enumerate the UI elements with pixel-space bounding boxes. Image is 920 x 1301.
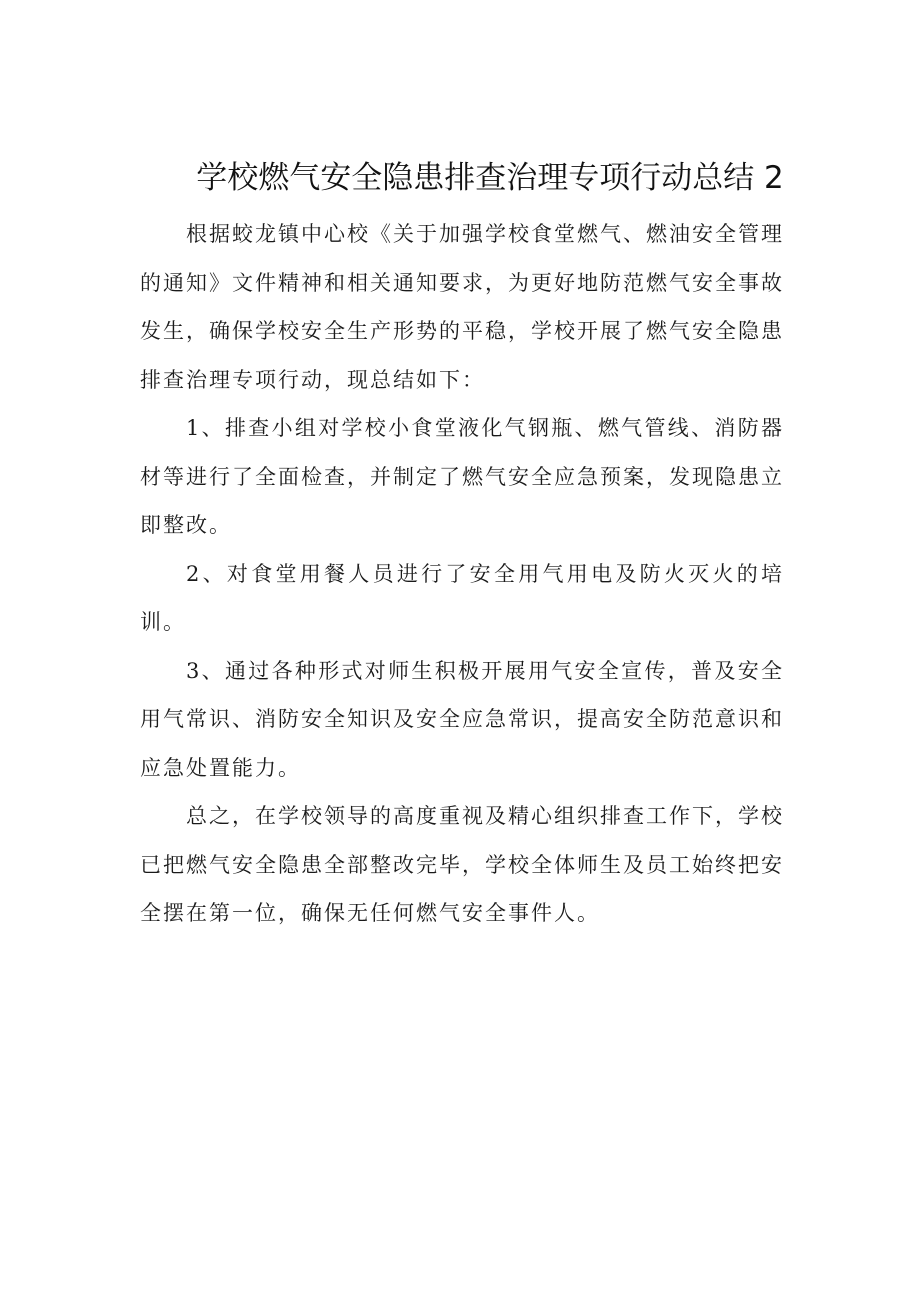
paragraph-item-2: 2、对食堂用餐人员进行了安全用气用电及防火灭火的培训。 — [140, 561, 784, 634]
document-title: 学校燃气安全隐患排查治理专项行动总结 2 — [196, 160, 784, 196]
document-body — [140, 210, 784, 938]
paragraph-intro: 根据蛟龙镇中心校《关于加强学校食堂燃气、燃油安全管理的通知》文件精神和相关通知要求，为更好地防范燃气安全事故发生，确保学校安全生产形势的平稳，学校开展了燃气安全隐患排查治理专项行动，现总结如下： — [140, 222, 784, 392]
paragraph-item-1: 1、排查小组对学校小食堂液化气钢瓶、燃气管线、消防器材等进行了全面检查，并制定了燃气安全应急预案，发现隐患立即整改。 — [140, 416, 784, 537]
paragraph-item-3: 3、通过各种形式对师生积极开展用气安全宣传，普及安全用气常识、消防安全知识及安全应急常识，提高安全防范意识和应急处置能力。 — [140, 658, 784, 780]
paragraph-conclusion: 总之，在学校领导的高度重视及精心组织排查工作下，学校已把燃气安全隐患全部整改完毕，学校全体师生及员工始终把安全摆在第一位，确保无任何燃气安全事件人。 — [140, 804, 784, 925]
